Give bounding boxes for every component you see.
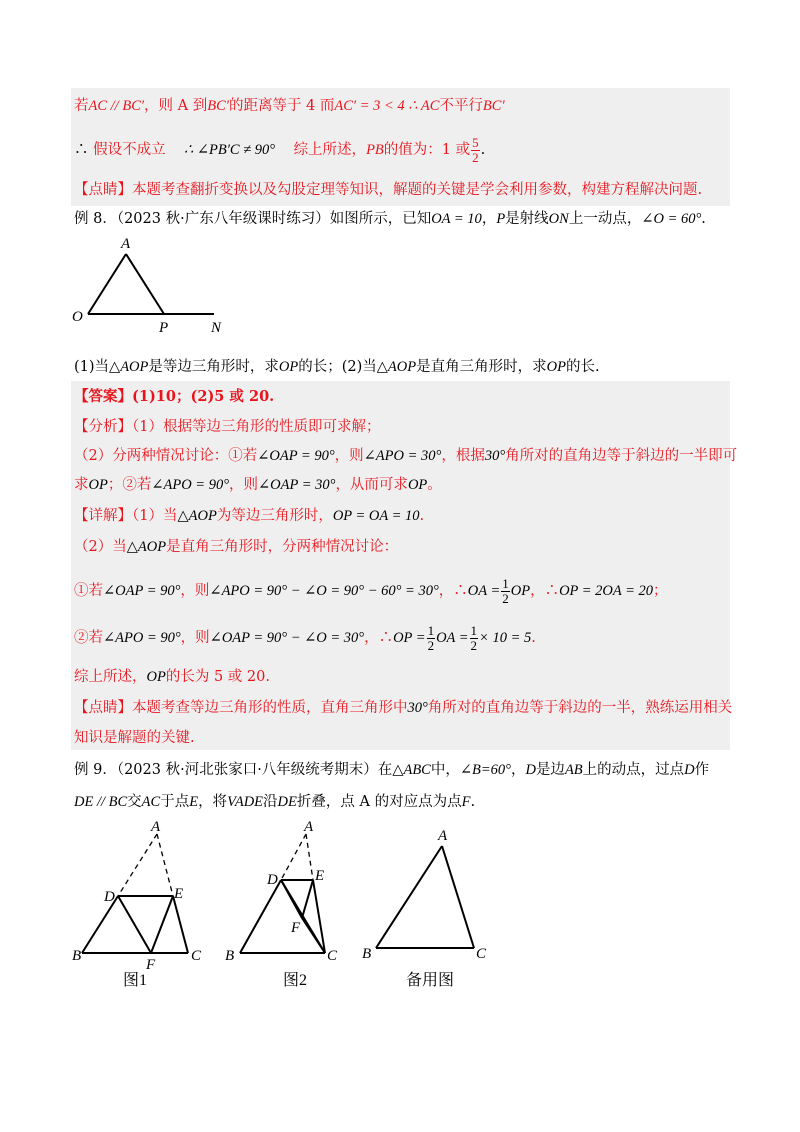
label-O: O: [72, 309, 83, 325]
ex8-detail-2: （2）当△AOP是直角三角形时，分两种情况讨论：: [74, 539, 399, 555]
ex8-analysis-1: 【分析】（1）根据等边三角形的性质即可求解；: [74, 419, 381, 435]
label-P: P: [159, 320, 169, 336]
fig2-label-E: E: [315, 868, 325, 884]
ex8-case-1: ①若∠OAP = 90°，则∠APO = 90° − ∠O = 90° − 60° = 30°，∴OA = $\frac{1}{2}$ OP，∴OP = 2OA = 20；: [74, 575, 668, 606]
label-N: N: [211, 320, 222, 336]
segment-EC: [173, 896, 188, 953]
ex8-title: 例 8．（2023 秋·广东八年级课时练习）如图所示，已知OA = 10，P是射线ON上一动点，∠O = 60°.: [74, 211, 706, 227]
dashed-AD: [118, 834, 157, 896]
fig1-label-B: B: [72, 948, 82, 964]
ex9-figures: [60, 818, 520, 998]
segment-DF: [118, 896, 151, 953]
caption-fig2: 图2: [283, 972, 308, 989]
fig2-label-D: D: [267, 872, 278, 888]
backup-label-A: A: [438, 828, 448, 844]
figure-1: [72, 819, 202, 989]
figure-backup: [362, 828, 487, 989]
segment-AP: [126, 254, 164, 314]
fig2-label-A: A: [304, 819, 314, 835]
dashed-AE: [157, 834, 173, 896]
fraction-one-half: $\frac{1}{2}$: [427, 622, 435, 653]
fig1-label-E: E: [174, 886, 184, 902]
caption-backup: 备用图: [406, 972, 455, 989]
backup-label-B: B: [362, 946, 372, 962]
segment-EF: [302, 880, 313, 918]
fig1-label-A: A: [151, 819, 161, 835]
ex8-case-2: ②若∠APO = 90°，则∠OAP = 90° − ∠O = 30°，∴OP = $\frac{1}{2}$ OA = $\frac{1}{2}$ × 10 = 5.: [74, 622, 536, 653]
segment-AB: [376, 846, 442, 948]
segment-EF: [151, 896, 173, 953]
fig1-label-D: D: [104, 889, 115, 905]
caption-fig1: 图1: [123, 972, 148, 989]
backup-label-C: C: [476, 946, 487, 962]
segment-OA: [88, 254, 126, 314]
ex8-answer: 【答案】(1)10；(2)5 或 20.: [74, 388, 275, 405]
ex8-analysis-2: （2）分两种情况讨论：①若∠OAP = 90°，则∠APO = 30°，根据30°角所对的直角边等于斜边的一半即可: [74, 448, 738, 464]
ex8-point-1: 【点睛】本题考查等边三角形的性质，直角三角形中30°角所对的直角边等于斜边的一半，熟练运用相关: [74, 700, 733, 716]
ex8-point-2: 知识是解题的关键.: [74, 730, 195, 746]
fraction-five-halves: $\frac{5}{2}$: [472, 134, 479, 165]
ex9-line-2: DE // BC交AC于点E，将VADE沿DE折叠，点 A 的对应点为点F.: [74, 794, 476, 810]
ex8-analysis-3: 求OP；②若∠APO = 90°，则∠OAP = 30°，从而可求OP。: [74, 477, 442, 493]
label-A: A: [121, 236, 131, 252]
segment-BD: [240, 880, 281, 953]
fig1-label-C: C: [191, 948, 202, 964]
ex8-detail-1: 【详解】（1）当△AOP为等边三角形时，OP = OA = 10.: [74, 508, 425, 524]
fig2-label-C: C: [327, 948, 338, 964]
fig1-label-F: F: [146, 957, 156, 973]
dashed-AE: [306, 834, 313, 880]
ex8-question: (1)当△AOP是等边三角形时，求OP的长；(2)当△AOP是直角三角形时，求OP的长.: [74, 359, 600, 375]
ex8-summary: 综上所述，OP的长为 5 或 20.: [74, 669, 270, 685]
top-dianqing: 【点睛】本题考查翻折变换以及勾股定理等知识，解题的关键是学会利用参数，构建方程解决问题.: [74, 182, 703, 198]
top-line-2: ∴ 假设不成立 ∴ ∠PB′C ≠ 90° 综上所述，PB的值为：1 或 $\frac{5}{2}$ .: [74, 134, 486, 165]
segment-AC: [442, 846, 474, 948]
fig2-label-B: B: [225, 948, 235, 964]
top-line-1: 若AC // BC′，则 A 到BC′的距离等于 4 而AC′ = 3 < 4 ∴ AC不平行BC′: [74, 98, 505, 114]
dashed-AD: [281, 834, 306, 880]
fig2-label-F: F: [291, 920, 301, 936]
fraction-one-half: $\frac{1}{2}$: [470, 622, 478, 653]
dianqing-label: 【点睛】: [74, 182, 132, 198]
fraction-one-half: $\frac{1}{2}$: [502, 575, 509, 606]
ex9-title: 例 9．（2023 秋·河北张家口·八年级统考期末）在△ABC中，∠B=60°，D是边AB上的动点，过点D作: [74, 762, 710, 778]
ex8-figure: [66, 232, 236, 340]
figure-2: [225, 819, 338, 989]
